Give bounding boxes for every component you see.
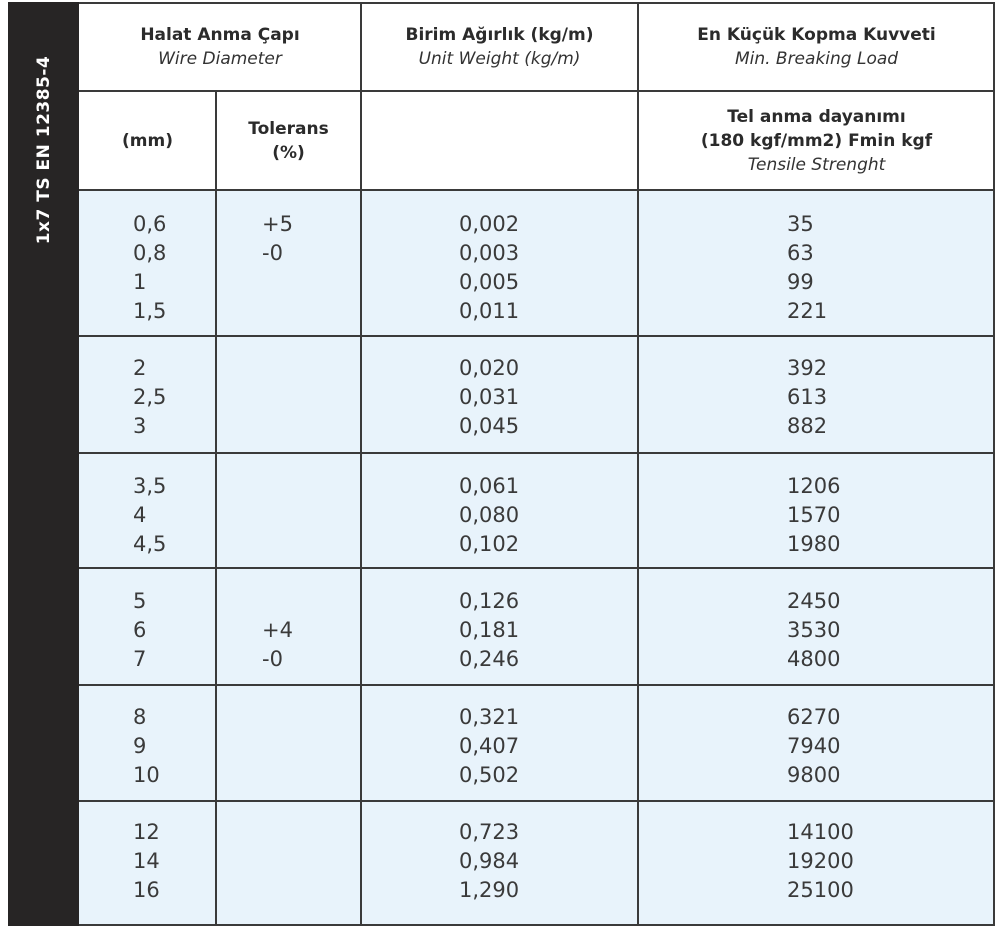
header-weight-tr: Birim Ağırlık (kg/m) [405,24,594,45]
tolerance-value: +5 [262,212,293,236]
weight-value: 0,321 [459,705,520,729]
group-1-weights [459,210,519,326]
header-tolerance-line1: Tolerans [248,118,329,139]
group-4-tolerance [262,616,293,674]
weight-value: 0,002 [459,212,520,236]
weight-value: 0,031 [459,385,520,409]
standard-sidebar [8,2,79,926]
weight-value: 0,407 [459,734,520,758]
border-right [993,2,995,926]
weight-value: 0,005 [459,270,520,294]
header-tolerance-line2: (%) [272,142,305,163]
diameter-value: 3 [133,414,147,438]
group-5-diameters [133,703,160,790]
group-6-diameters [133,818,160,905]
weight-value: 0,502 [459,763,520,787]
weight-value: 0,061 [459,474,520,498]
group-1-tolerance [262,210,293,268]
standard-label: 1x7 TS EN 12385-4 [34,55,54,245]
diameter-value: 9 [133,734,147,758]
diameter-value: 12 [133,820,160,844]
diameter-value: 4,5 [133,532,167,556]
weight-value: 1,290 [459,878,520,902]
header-diameter [79,2,361,91]
group-5-weights [459,703,519,790]
col-divider-breaking [637,2,639,926]
header-tensile-line1: Tel anma dayanımı [727,106,906,127]
col-divider-weight [360,2,362,926]
header-diameter-en: Wire Diameter [158,48,282,69]
diameter-value: 16 [133,878,160,902]
load-value: 392 [787,356,828,380]
group-3-diameters [133,472,166,559]
header-breaking-tr: En Küçük Kopma Kuvveti [697,24,936,45]
load-value: 14100 [787,820,854,844]
header-tensile-line2: (180 kgf/mm2) Fmin kgf [700,130,933,151]
load-value: 19200 [787,849,854,873]
group-1-diameters [133,210,166,326]
group-2-weights [459,354,519,441]
header-weight-en: Unit Weight (kg/m) [418,48,581,69]
group-3-loads [787,472,840,559]
diameter-value: 5 [133,589,147,613]
diameter-value: 1,5 [133,299,167,323]
tolerance-value: +4 [262,618,293,642]
group-5-loads [787,703,840,790]
load-value: 221 [787,299,828,323]
diameter-value: 0,8 [133,241,167,265]
load-value: 2450 [787,589,841,613]
weight-value: 0,984 [459,849,520,873]
group-4-diameters [133,587,146,674]
header-mm [79,91,216,190]
header-breaking [638,2,995,91]
group-1-loads [787,210,827,326]
load-value: 1980 [787,532,841,556]
group-3-weights [459,472,519,559]
weight-value: 0,045 [459,414,520,438]
weight-value: 0,246 [459,647,520,671]
load-value: 7940 [787,734,841,758]
weight-value: 0,080 [459,503,520,527]
weight-value: 0,020 [459,356,520,380]
group-4-loads [787,587,840,674]
weight-value: 0,003 [459,241,520,265]
header-diameter-tr: Halat Anma Çapı [140,24,300,45]
header-tensile-en: Tensile Strenght [747,154,886,175]
header-breaking-en: Min. Breaking Load [734,48,899,69]
diameter-value: 14 [133,849,160,873]
group-2-diameters [133,354,166,441]
weight-value: 0,102 [459,532,520,556]
diameter-value: 1 [133,270,147,294]
weight-value: 0,181 [459,618,520,642]
diameter-value: 10 [133,763,160,787]
group-2-loads [787,354,827,441]
tolerance-value: -0 [262,647,283,671]
diameter-value: 4 [133,503,147,527]
group-6-weights [459,818,519,905]
diameter-value: 3,5 [133,474,167,498]
weight-value: 0,126 [459,589,520,613]
spec-table [79,2,995,926]
header-mm-label: (mm) [122,130,173,151]
diameter-value: 2 [133,356,147,380]
diameter-value: 6 [133,618,147,642]
header-tolerance [216,91,361,190]
diameter-value: 0,6 [133,212,167,236]
load-value: 35 [787,212,814,236]
load-value: 3530 [787,618,841,642]
load-value: 6270 [787,705,841,729]
diameter-value: 2,5 [133,385,167,409]
border-top [79,2,995,4]
load-value: 1206 [787,474,841,498]
group-4-weights [459,587,519,674]
load-value: 882 [787,414,828,438]
load-value: 613 [787,385,828,409]
col-divider-tolerance [215,90,217,926]
weight-value: 0,011 [459,299,520,323]
tolerance-value: -0 [262,241,283,265]
diameter-value: 7 [133,647,147,671]
load-value: 63 [787,241,814,265]
load-value: 9800 [787,763,841,787]
load-value: 99 [787,270,814,294]
load-value: 1570 [787,503,841,527]
group-6-loads [787,818,854,905]
load-value: 25100 [787,878,854,902]
header-tensile [638,91,995,190]
diameter-value: 8 [133,705,147,729]
header-weight [361,2,638,91]
weight-value: 0,723 [459,820,520,844]
load-value: 4800 [787,647,841,671]
